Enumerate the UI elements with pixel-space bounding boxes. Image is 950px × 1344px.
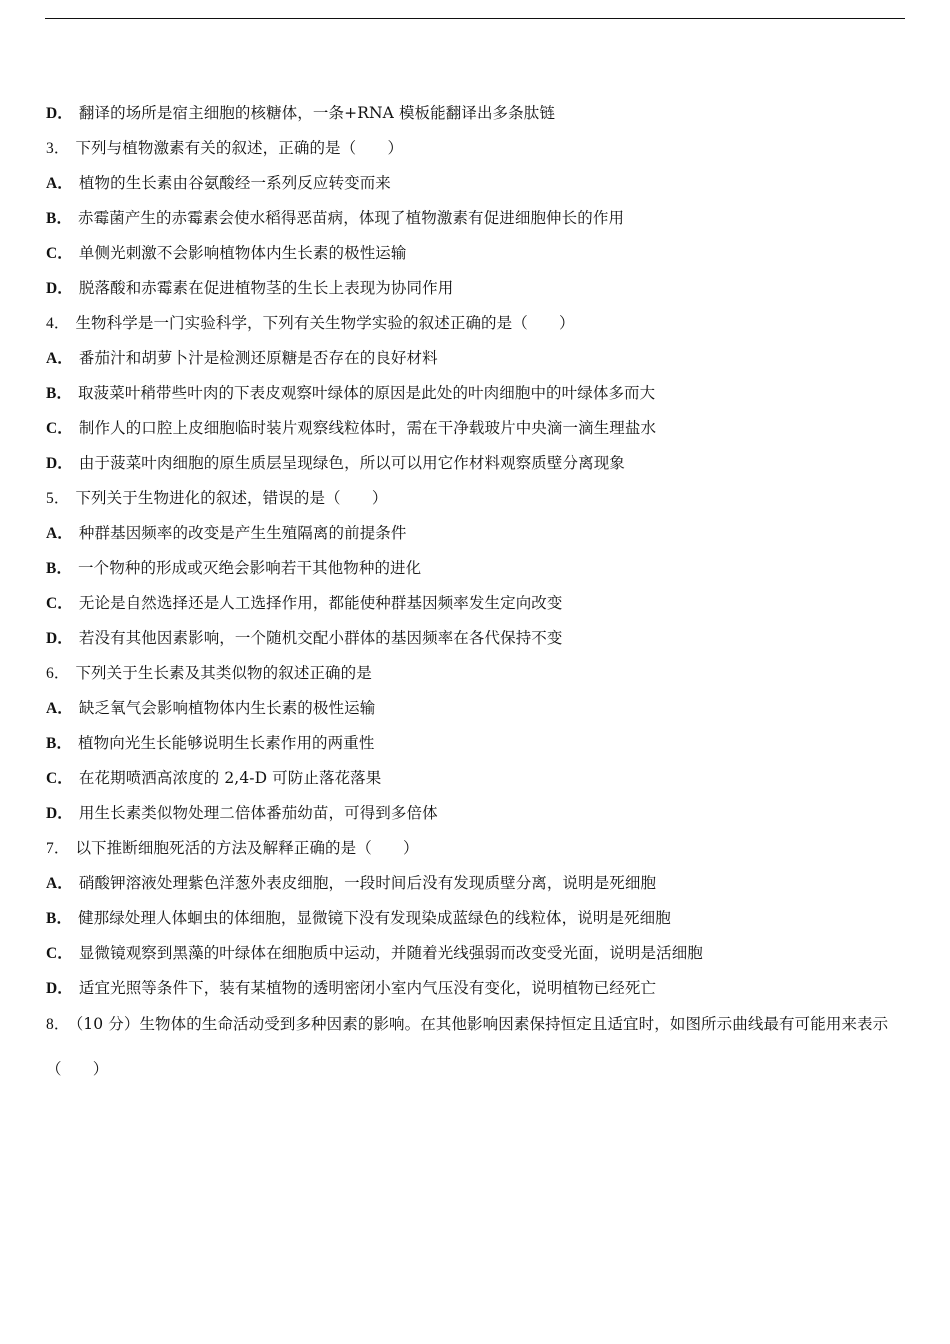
option-label: D． [46,805,73,822]
header-rule [45,18,905,19]
question-line [46,133,906,168]
question-number: 4． [46,315,70,332]
option-text: 种群基因频率的改变是产生生殖隔离的前提条件 [78,524,407,542]
option-text: 一个物种的形成或灭绝会影响若干其他物种的进化 [78,559,422,577]
option-label: A． [46,700,73,717]
option-label: B． [46,385,73,402]
question-number: 6． [46,665,70,682]
option-line [46,868,906,903]
option-text: 植物向光生长能够说明生长素作用的两重性 [78,734,375,752]
option-line [46,553,906,588]
option-text: 植物的生长素由谷氨酸经一系列反应转变而来 [78,174,391,192]
option-line [46,448,906,483]
option-label: A． [46,175,73,192]
option-line [46,518,906,553]
option-text: 番茄汁和胡萝卜汁是检测还原糖是否存在的良好材料 [78,349,438,367]
option-label: B． [46,560,73,577]
option-label: B． [46,735,73,752]
option-label: D． [46,105,73,122]
option-text: 适宜光照等条件下，装有某植物的透明密闭小室内气压没有变化，说明植物已经死亡 [78,979,657,997]
option-text: 用生长素类似物处理二倍体番茄幼苗，可得到多倍体 [78,804,438,822]
option-line [46,413,906,448]
option-text: 由于菠菜叶肉细胞的原生质层呈现绿色，所以可以用它作材料观察质壁分离现象 [78,454,625,472]
question-number: 3． [46,140,70,157]
question-text: 生物科学是一门实验科学，下列有关生物学实验的叙述正确的是（ ） [75,314,575,332]
option-line [46,903,906,938]
option-text: 显微镜观察到黑藻的叶绿体在细胞质中运动，并随着光线强弱而改变受光面，说明是活细胞 [78,944,703,962]
option-line [46,938,906,973]
question-number: 7． [46,840,70,857]
question-line [46,658,906,693]
option-text: 在花期喷洒高浓度的 2,4-D 可防止落花落果 [78,769,382,787]
option-text: 脱落酸和赤霉素在促进植物茎的生长上表现为协同作用 [78,279,454,297]
option-label: C． [46,420,73,437]
option-label: B． [46,210,73,227]
option-line [46,798,906,833]
question-line [46,833,906,868]
option-line [46,378,906,413]
option-line [46,693,906,728]
option-text: 取菠菜叶稍带些叶肉的下表皮观察叶绿体的原因是此处的叶肉细胞中的叶绿体多而大 [78,384,656,402]
option-label: D． [46,630,73,647]
option-line [46,273,906,308]
option-text: 单侧光刺激不会影响植物体内生长素的极性运输 [78,244,407,262]
option-line [46,728,906,763]
option-line [46,98,906,133]
option-label: C． [46,245,73,262]
option-text: 赤霉菌产生的赤霉素会使水稻得恶苗病，体现了植物激素有促进细胞伸长的作用 [78,209,625,227]
option-label: D． [46,455,73,472]
option-line [46,168,906,203]
option-line [46,763,906,798]
question-line [46,483,906,518]
question-number: 8． [46,1016,70,1033]
option-text: 制作人的口腔上皮细胞临时装片观察线粒体时，需在干净载玻片中央滴一滴生理盐水 [78,419,657,437]
option-line [46,343,906,378]
document-body [46,98,906,1091]
option-text: 无论是自然选择还是人工选择作用，都能使种群基因频率发生定向改变 [78,594,563,612]
option-label: C． [46,595,73,612]
option-label: D． [46,980,73,997]
option-label: A． [46,525,73,542]
option-line [46,203,906,238]
question-text: （10 分）生物体的生命活动受到多种因素的影响。在其他影响因素保持恒定且适宜时，如图所示曲线最有可能用来表示（ ） [46,1015,889,1078]
option-line [46,588,906,623]
option-text: 若没有其他因素影响，一个随机交配小群体的基因频率在各代保持不变 [78,629,563,647]
question-text: 下列关于生物进化的叙述，错误的是（ ） [75,489,388,507]
question-text: 下列关于生长素及其类似物的叙述正确的是 [75,664,372,682]
question-line [46,308,906,343]
option-label: A． [46,875,73,892]
question-line [46,1002,906,1091]
question-number: 5． [46,490,70,507]
option-label: D． [46,280,73,297]
option-text: 硝酸钾溶液处理紫色洋葱外表皮细胞，一段时间后没有发现质壁分离，说明是死细胞 [78,874,657,892]
option-text: 缺乏氧气会影响植物体内生长素的极性运输 [78,699,376,717]
option-label: A． [46,350,73,367]
option-line [46,623,906,658]
option-line [46,238,906,273]
option-label: B． [46,910,73,927]
option-text: 健那绿处理人体蛔虫的体细胞，显微镜下没有发现染成蓝绿色的线粒体，说明是死细胞 [78,909,671,927]
option-label: C． [46,945,73,962]
option-label: C． [46,770,73,787]
option-text: 翻译的场所是宿主细胞的核糖体，一条+RNA 模板能翻译出多条肽链 [78,104,555,122]
question-text: 以下推断细胞死活的方法及解释正确的是（ ） [75,839,419,857]
question-text: 下列与植物激素有关的叙述，正确的是（ ） [75,139,404,157]
